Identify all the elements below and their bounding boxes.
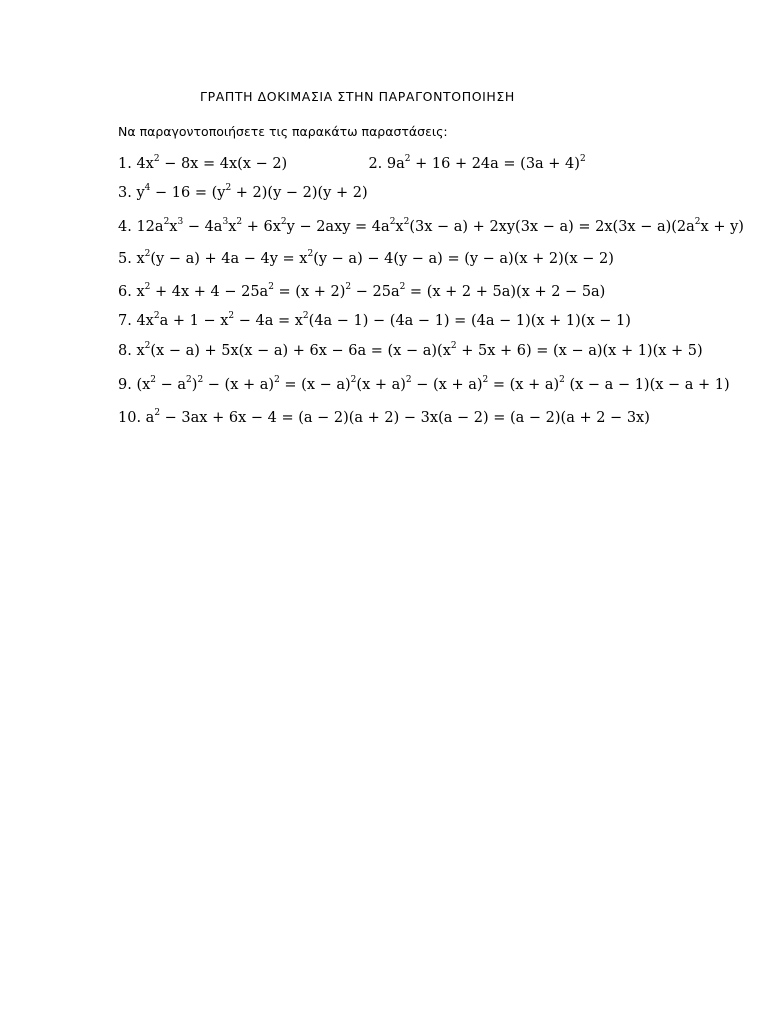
exercise-expression: $x^2 + 4x + 4 - 25a^2 = (x + 2)^2 - 25a^2 = (x + 2 + 5a)(x + 2 - 5a)$ xyxy=(136,282,606,300)
exercise-expression: $12a^2x^3 - 4a^3x^2 + 6x^2y - 2axy = 4a^2x^2(3x - a) + 2xy(3x - a) = 2x(3x - a)(2a^2x + y)$ xyxy=(136,217,744,235)
exercise-expression: $x^2(y - a) + 4a - 4y = x^2(y - a) - 4(y - a) = (y - a)(x + 2)(x - 2)$ xyxy=(136,249,614,267)
exercise-number: 2. xyxy=(368,156,383,172)
exercise-row-3 xyxy=(118,185,368,201)
exercise-row-6 xyxy=(118,284,605,300)
exercise-expression: $y^4 - 16 = (y^2 + 2)(y - 2)(y + 2)$ xyxy=(136,183,368,201)
exercise-number: 9. xyxy=(118,377,132,393)
exercise-row-1-2 xyxy=(118,156,586,172)
exercise-expression: $4x^2a + 1 - x^2 - 4a = x^2(4a - 1) - (4a - 1) = (4a - 1)(x + 1)(x - 1)$ xyxy=(136,311,631,329)
exercise-row-5 xyxy=(118,251,614,267)
page-title: ΓΡΑΠΤΗ ΔΟΚΙΜΑΣΙΑ ΣΤΗΝ ΠΑΡΑΓΟΝΤΟΠΟΙΗΣΗ xyxy=(200,89,515,104)
exercise-number: 4. xyxy=(118,219,132,235)
exercise-number: 10. xyxy=(118,410,142,426)
exercise-row-9 xyxy=(118,377,730,393)
exercise-expression: $x^2(x - a) + 5x(x - a) + 6x - 6a = (x - a)(x^2 + 5x + 6) = (x - a)(x + 1)(x + 5)$ xyxy=(136,341,703,359)
exercise-number: 1. xyxy=(118,156,132,172)
exercise-number: 5. xyxy=(118,251,132,267)
exercise-expression: $(x^2 - a^2)^2 - (x + a)^2 = (x - a)^2(x + a)^2 - (x + a)^2 = (x + a)^2$ (x − a − 1)(x − a + 1) xyxy=(136,375,730,393)
exercise-number: 7. xyxy=(118,313,132,329)
exercise-row-4 xyxy=(118,219,744,235)
exercise-row-10 xyxy=(118,410,650,426)
exercise-number: 8. xyxy=(118,343,132,359)
exercise-number: 6. xyxy=(118,284,132,300)
exercise-expression: $4x^2 - 8x = 4x(x - 2)$ xyxy=(136,154,288,172)
exercise-row-7 xyxy=(118,313,631,329)
exercise-row-8 xyxy=(118,343,703,359)
instruction-text: Να παραγοντοποιήσετε τις παρακάτω παραστάσεις: xyxy=(118,124,448,139)
exercise-expression: $a^2 - 3ax + 6x - 4 = (a - 2)(a + 2) - 3x(a - 2) = (a - 2)(a + 2 - 3x)$ xyxy=(145,408,650,426)
exercise-number: 3. xyxy=(118,185,132,201)
exercise-expression: $9a^2 + 16 + 24a = (3a + 4)^2$ xyxy=(386,154,586,172)
